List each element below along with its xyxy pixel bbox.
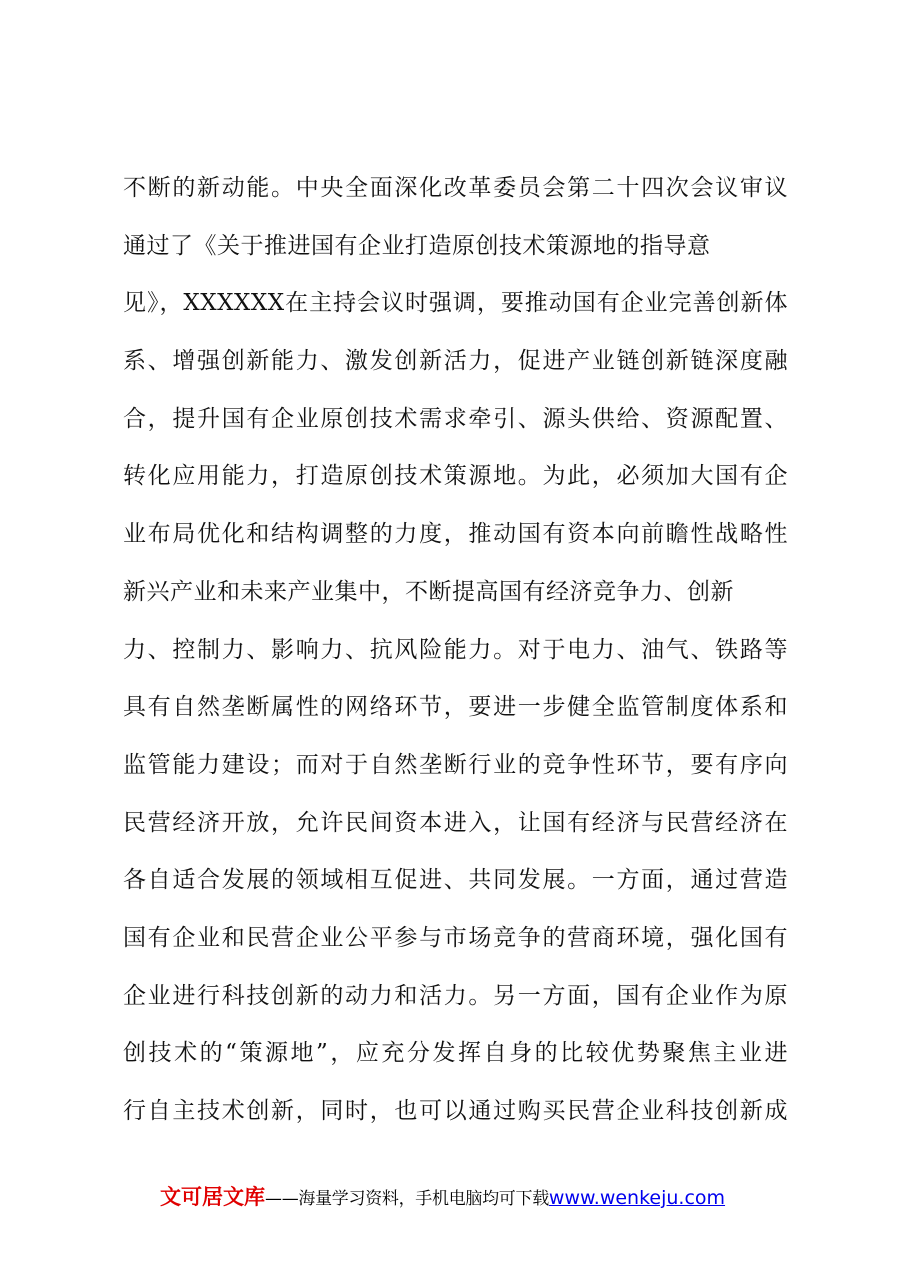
body-text — [123, 160, 788, 1141]
text-line: 转化应用能力，打造原创技术策源地。为此，必须加大国有企 — [123, 463, 788, 490]
text-line: 行自主技术创新，同时，也可以通过购买民营企业科技创新成 — [123, 1098, 788, 1124]
footer-description: ——海量学习资料，手机电脑均可下载 — [265, 1189, 549, 1209]
text-line: 新兴产业和未来产业集中，不断提高国有经济竞争力、创新 — [123, 578, 734, 605]
text-line: 见》，XXXXXX在主持会议时强调，要推动国有企业完善创新体 — [123, 290, 788, 317]
text-line: 民营经济开放，允许民间资本进入，让国有经济与民营经济在 — [123, 809, 788, 836]
text-line: 各自适合发展的领域相互促进、共同发展。一方面，通过营造 — [123, 867, 788, 894]
text-line: 不断的新动能。中央全面深化改革委员会第二十四次会议审议 — [123, 175, 788, 201]
text-line: 业布局优化和结构调整的力度，推动国有资本向前瞻性战略性 — [123, 521, 788, 548]
text-line: 具有自然垄断属性的网络环节，要进一步健全监管制度体系和 — [123, 694, 788, 721]
footer-link[interactable]: www.wenkeju.com — [548, 1187, 726, 1209]
text-line: 系、增强创新能力、激发创新活力，促进产业链创新链深度融 — [123, 348, 788, 375]
text-line: 合，提升国有企业原创技术需求牵引、源头供给、资源配置、 — [123, 405, 788, 432]
text-line: 国有企业和民营企业公平参与市场竞争的营商环境，强化国有 — [123, 924, 788, 951]
text-line: 监管能力建设；而对于自然垄断行业的竞争性环节，要有序向 — [123, 751, 788, 778]
text-line: 通过了《关于推进国有企业打造原创技术策源地的指导意 — [123, 232, 711, 259]
text-line: 企业进行科技创新的动力和活力。另一方面，国有企业作为原 — [123, 982, 788, 1009]
footer-brand: 文可居文库 — [160, 1185, 265, 1209]
text-line: 创技术的“策源地”，应充分发挥自身的比较优势聚焦主业进 — [123, 1040, 788, 1067]
footer-banner — [160, 1180, 725, 1214]
text-line: 力、控制力、影响力、抗风险能力。对于电力、油气、铁路等 — [123, 636, 788, 663]
